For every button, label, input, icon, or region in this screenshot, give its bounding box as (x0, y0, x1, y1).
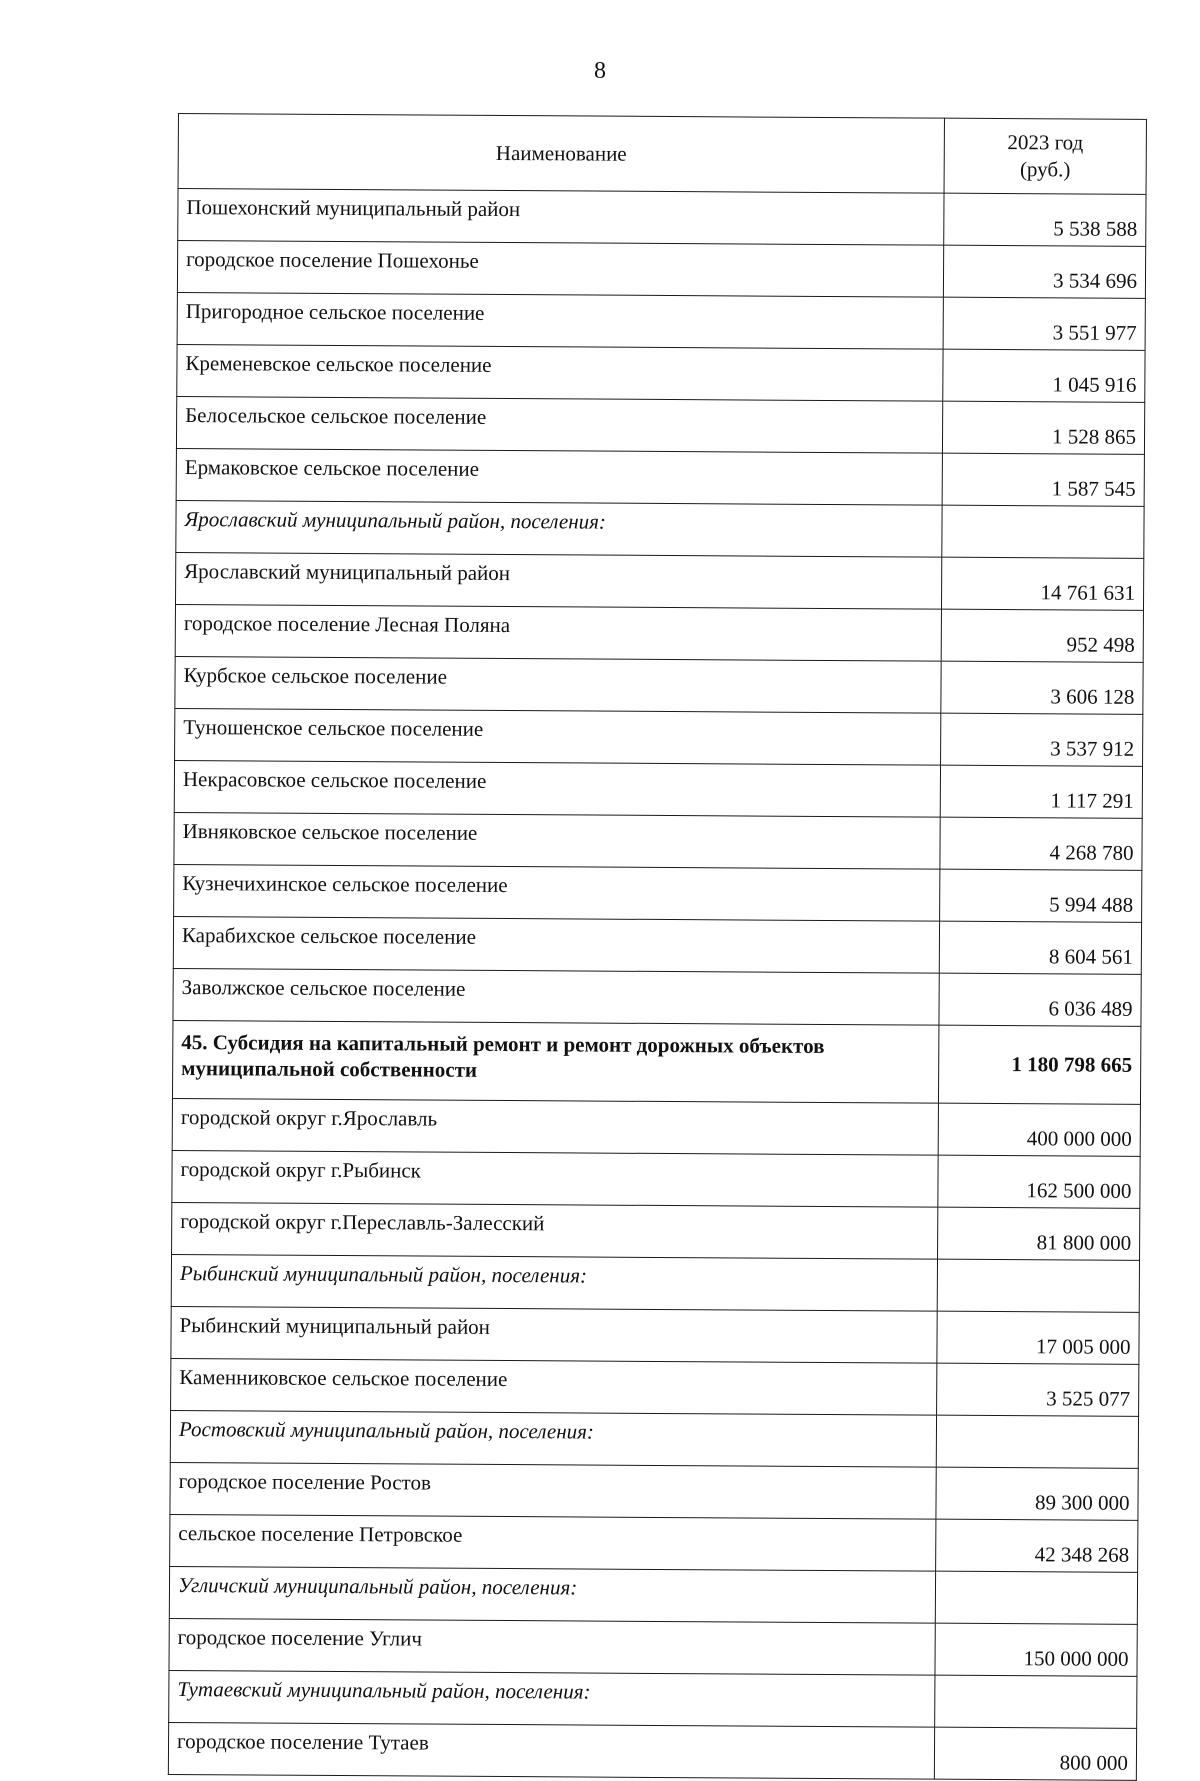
row-amount (935, 1675, 1137, 1728)
amount-column-header (944, 118, 1146, 194)
row-name: Некрасовское сельское поселение (174, 760, 940, 817)
row-amount: 150 000 000 (935, 1623, 1137, 1676)
row-amount (942, 505, 1144, 558)
row-name: Кременевское сельское поселение (177, 344, 943, 401)
row-amount: 3 551 977 (943, 297, 1145, 350)
row-amount: 14 761 631 (941, 557, 1143, 610)
row-name: городское поселение Лесная Поляна (175, 604, 941, 661)
table-row (172, 1098, 1140, 1156)
row-name: городское поселение Ростов (170, 1462, 936, 1519)
row-name: городской округ г.Ярославль (172, 1098, 938, 1155)
row-name: сельское поселение Петровское (170, 1514, 936, 1571)
row-amount: 4 268 780 (940, 817, 1142, 870)
group-heading-row (170, 1410, 1138, 1468)
row-amount: 3 606 128 (941, 661, 1143, 714)
row-amount: 162 500 000 (938, 1155, 1140, 1208)
row-name: городской округ г.Рыбинск (172, 1150, 938, 1207)
row-name: Ермаковское сельское поселение (176, 448, 942, 505)
row-name: 45. Субсидия на капитальный ремонт и ремонт дорожных объектов муниципальной собственности (172, 1020, 938, 1103)
row-name: Заволжское сельское поселение (173, 968, 939, 1025)
budget-table (168, 113, 1147, 1781)
row-amount: 1 045 916 (943, 349, 1145, 402)
row-amount (937, 1259, 1139, 1312)
row-name: Ивняковское сельское поселение (174, 812, 940, 869)
row-amount: 6 036 489 (939, 973, 1141, 1026)
table-row (177, 292, 1145, 350)
table-row (174, 812, 1142, 870)
row-amount: 89 300 000 (936, 1467, 1138, 1520)
table-row (177, 344, 1145, 402)
row-amount: 1 117 291 (940, 765, 1142, 818)
row-amount: 3 534 696 (943, 245, 1145, 298)
table-row (175, 604, 1143, 662)
row-amount: 1 180 798 665 (938, 1025, 1140, 1104)
table-header-row (178, 114, 1146, 195)
row-name: Туношенское сельское поселение (175, 708, 941, 765)
row-name: Пошехонский муниципальный район (178, 189, 944, 246)
row-name: Рыбинский муниципальный район (171, 1306, 937, 1363)
row-amount: 5 538 588 (944, 193, 1146, 246)
row-amount: 3 525 077 (937, 1363, 1139, 1416)
row-amount: 8 604 561 (939, 921, 1141, 974)
row-amount (935, 1571, 1137, 1624)
row-amount: 3 537 912 (941, 713, 1143, 766)
table-row (170, 1462, 1138, 1520)
group-heading-row (171, 1254, 1139, 1312)
row-amount: 42 348 268 (936, 1519, 1138, 1572)
row-name: Курбское сельское поселение (175, 656, 941, 713)
row-name: городское поселение Пошехонье (177, 241, 943, 298)
table-row (171, 1306, 1139, 1364)
row-amount: 952 498 (941, 609, 1143, 662)
table-row (174, 864, 1142, 922)
row-name: городское поселение Тутаев (168, 1722, 934, 1779)
table-row (175, 708, 1143, 766)
table-row (169, 1618, 1137, 1676)
table-row (176, 448, 1144, 506)
row-name: Угличский муниципальный район, поселения: (169, 1566, 935, 1623)
table-row (175, 656, 1143, 714)
row-amount: 81 800 000 (938, 1207, 1140, 1260)
row-name: Белосельское сельское поселение (176, 396, 942, 453)
table-row (168, 1722, 1136, 1780)
row-name: Кузнечихинское сельское поселение (174, 864, 940, 921)
table-row (177, 241, 1145, 299)
table-row (170, 1514, 1138, 1572)
row-amount (936, 1415, 1138, 1468)
amount-header-unit: (руб.) (1019, 157, 1071, 182)
table-row (173, 968, 1141, 1026)
table-row (172, 1202, 1140, 1260)
row-amount: 1 587 545 (942, 453, 1144, 506)
name-column-header: Наименование (178, 114, 944, 194)
row-amount: 1 528 865 (942, 401, 1144, 454)
section-row (172, 1020, 1140, 1104)
row-name: Карабихское сельское поселение (173, 916, 939, 973)
row-name: городской округ г.Переславль-Залесский (172, 1202, 938, 1259)
group-heading-row (169, 1670, 1137, 1728)
row-name: городское поселение Углич (169, 1618, 935, 1675)
row-amount: 17 005 000 (937, 1311, 1139, 1364)
table-row (174, 760, 1142, 818)
page-number: 8 (594, 58, 606, 84)
row-name: Ярославский муниципальный район, поселения: (176, 500, 942, 557)
amount-header-year: 2023 год (1007, 130, 1084, 155)
row-name: Ярославский муниципальный район (175, 552, 941, 609)
row-name: Рыбинский муниципальный район, поселения: (171, 1254, 937, 1311)
table-row (175, 552, 1143, 610)
table-row (178, 189, 1146, 247)
row-amount: 800 000 (934, 1727, 1136, 1780)
row-amount: 400 000 000 (938, 1103, 1140, 1156)
table-row (176, 396, 1144, 454)
table-row (171, 1358, 1139, 1416)
table-row (172, 1150, 1140, 1208)
table-body (168, 189, 1146, 1781)
row-name: Ростовский муниципальный район, поселения: (170, 1410, 936, 1467)
group-heading-row (169, 1566, 1137, 1624)
group-heading-row (176, 500, 1144, 558)
row-name: Пригородное сельское поселение (177, 292, 943, 349)
row-name: Каменниковское сельское поселение (171, 1358, 937, 1415)
row-amount: 5 994 488 (940, 869, 1142, 922)
table-row (173, 916, 1141, 974)
row-name: Тутаевский муниципальный район, поселения: (169, 1670, 935, 1727)
